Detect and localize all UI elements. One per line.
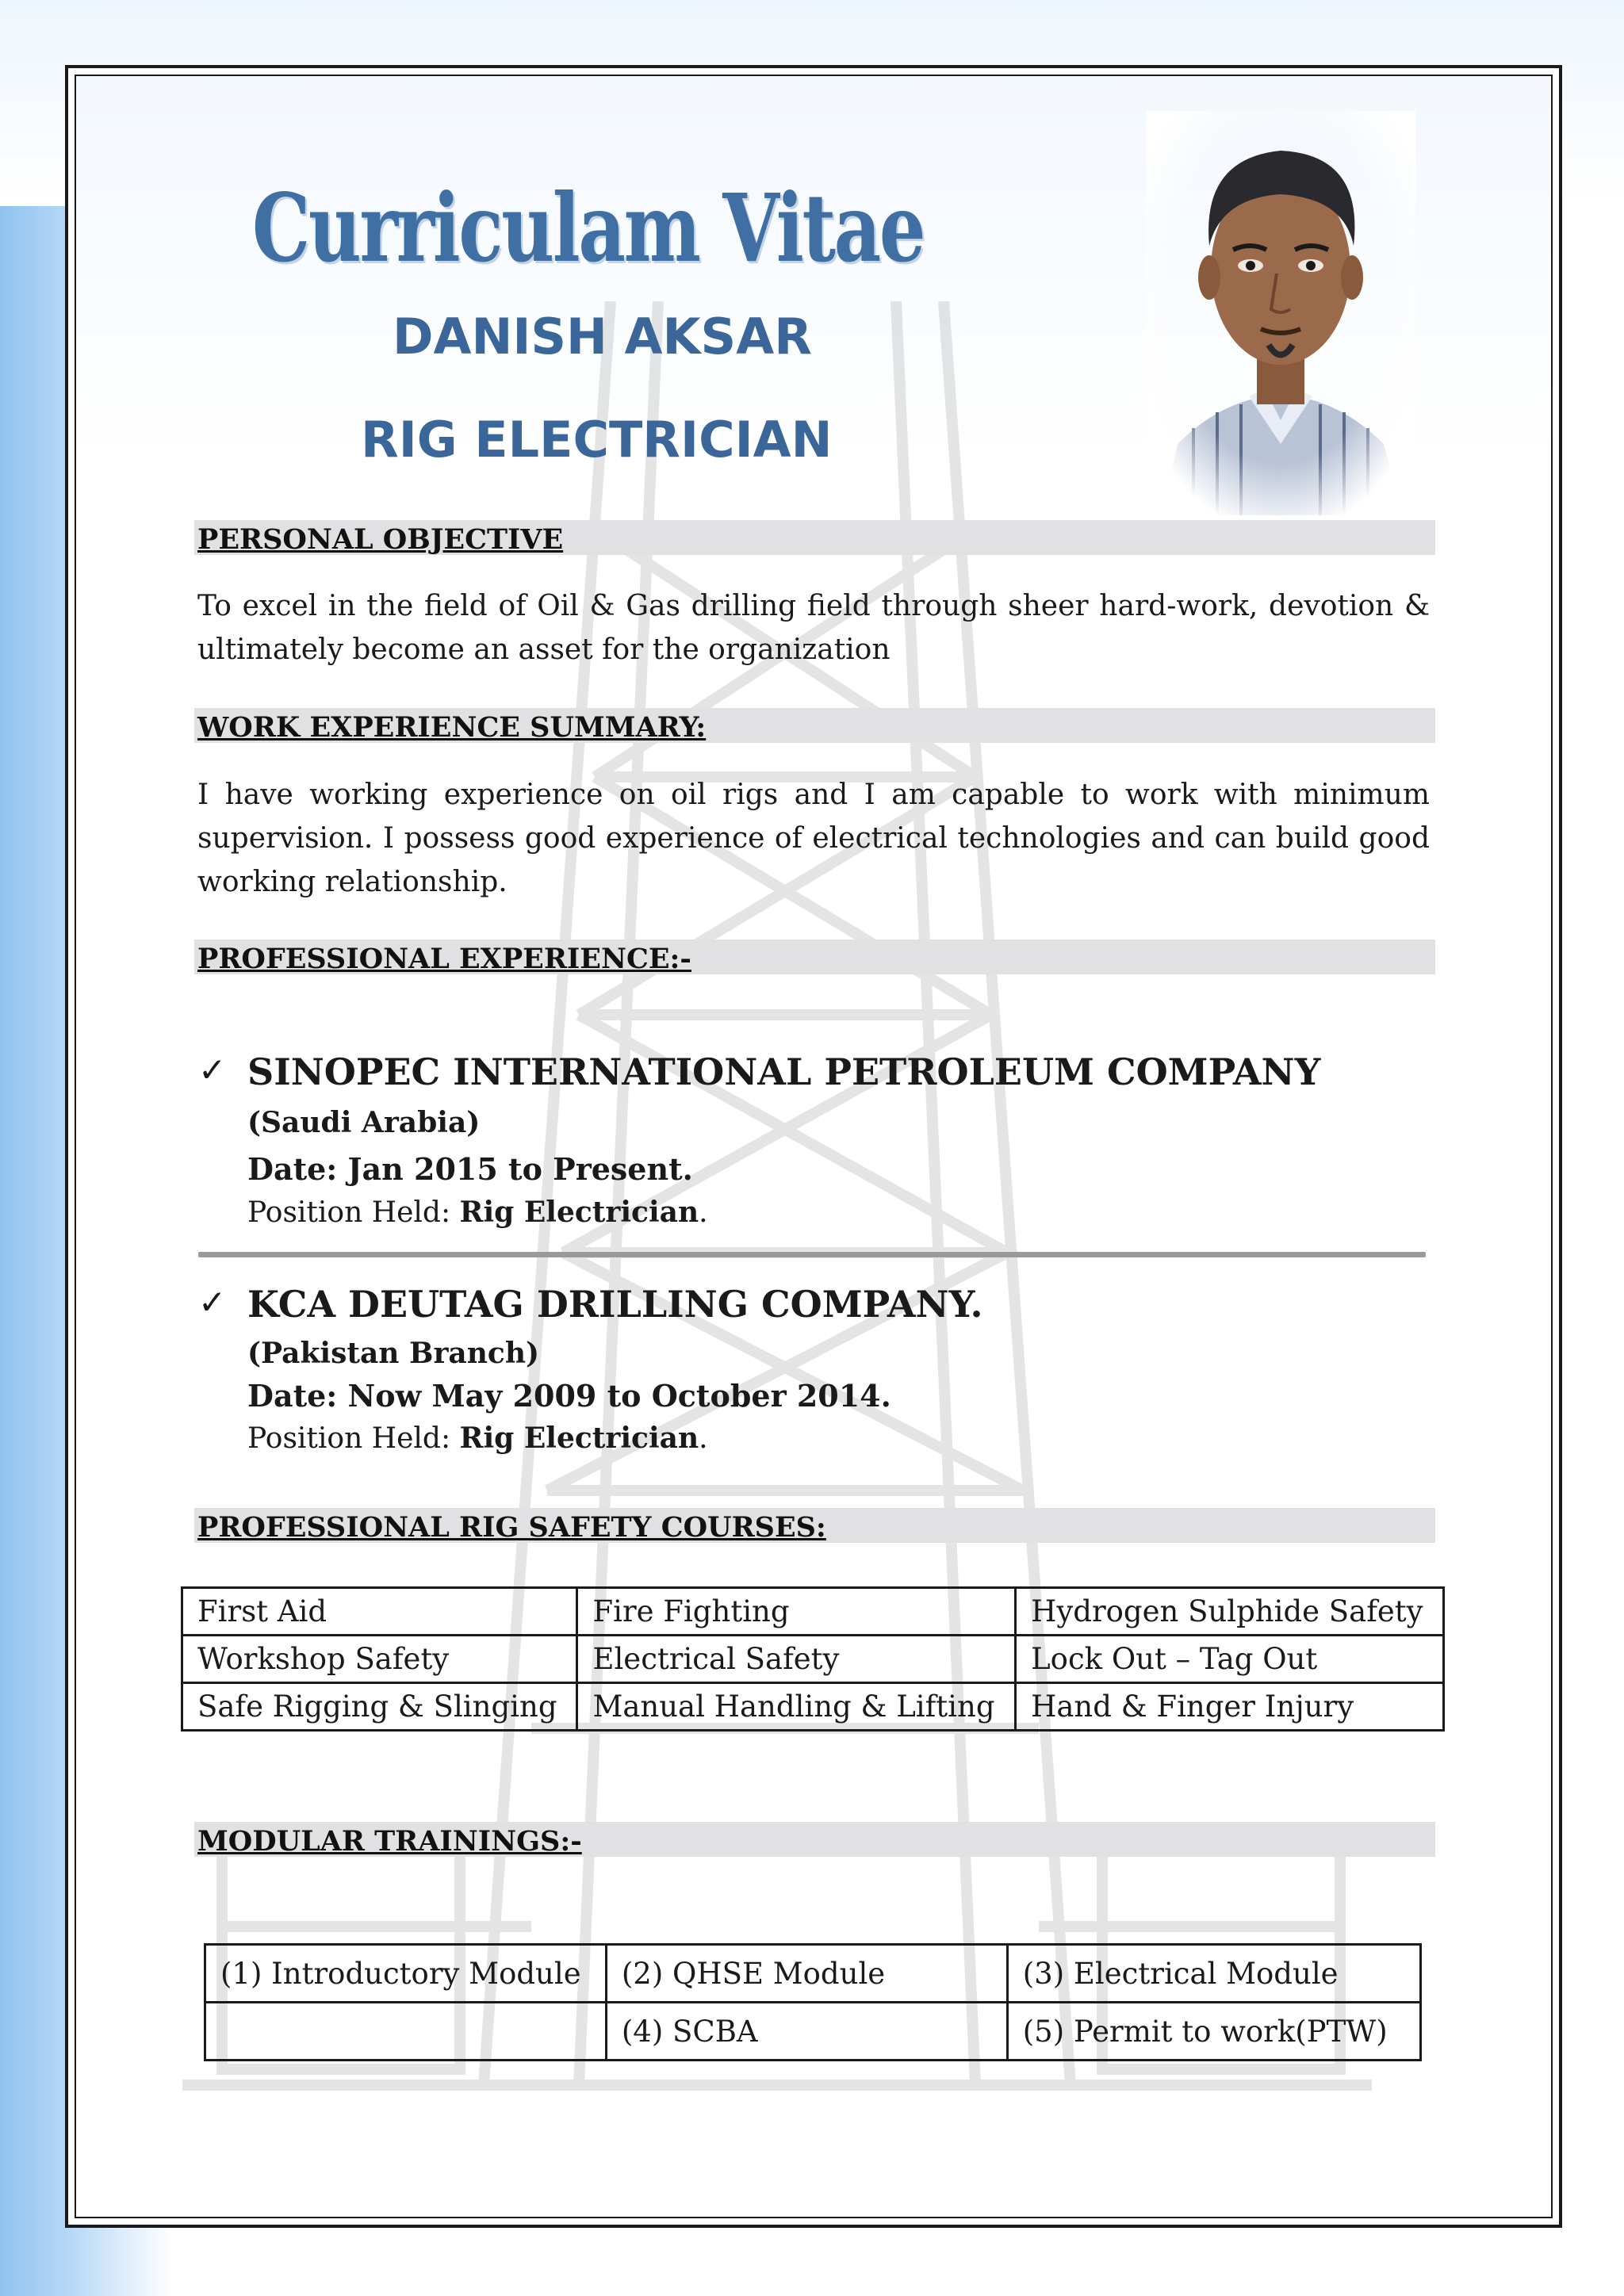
section-safety-courses [194,1508,1435,1543]
table-cell: (3) Electrical Module [1007,1945,1420,2003]
check-icon: ✓ [198,1283,227,1322]
table-row [182,1636,1444,1683]
table-cell: First Aid [182,1588,577,1636]
position-title: Rig Electrician [459,1422,699,1455]
objective-text: To excel in the field of Oil & Gas drilling field through sheer hard-work, devotion & ultimately become an asset for the organization [197,590,1430,666]
job-company: SINOPEC INTERNATIONAL PETROLEUM COMPANY [247,1050,1321,1093]
table-cell: (1) Introductory Module [205,1945,607,2003]
table-cell: Hydrogen Sulphide Safety [1016,1588,1444,1636]
document-title: Curriculam Vitae [252,173,925,283]
section-heading: PROFESSIONAL EXPERIENCE:- [197,943,691,975]
section-personal-objective [194,520,1435,555]
job-position [247,1422,708,1455]
table-cell: Manual Handling & Lifting [577,1683,1016,1731]
section-work-summary [194,708,1435,743]
section-heading: PROFESSIONAL RIG SAFETY COURSES: [197,1511,826,1544]
position-end: . [699,1196,708,1229]
modular-trainings-table [204,1943,1422,2061]
job-date: Date: Jan 2015 to Present. [247,1151,693,1187]
table-cell: (2) QHSE Module [606,1945,1007,2003]
table-cell: Lock Out – Tag Out [1016,1636,1444,1683]
table-cell: (4) SCBA [606,2003,1007,2061]
section-heading: WORK EXPERIENCE SUMMARY: [197,711,707,744]
position-end: . [699,1422,708,1455]
table-cell [205,2003,607,2061]
job-company: KCA DEUTAG DRILLING COMPANY. [247,1283,983,1326]
table-row [182,1588,1444,1636]
profile-photo [1146,111,1415,515]
table-cell: Electrical Safety [577,1636,1016,1683]
position-label: Position Held: [247,1196,460,1229]
table-cell: (5) Permit to work(PTW) [1007,2003,1420,2061]
position-label: Position Held: [247,1422,460,1455]
job-location: (Saudi Arabia) [247,1106,481,1139]
table-row [205,2003,1421,2061]
summary-text: I have working experience on oil rigs and I am capable to work with minimum supervision. I possess good experience of electrical technologies and can build good working relationship. [197,779,1430,898]
table-row [182,1683,1444,1731]
job-location: (Pakistan Branch) [247,1337,540,1370]
table-cell: Fire Fighting [577,1588,1016,1636]
candidate-name: DANISH AKSAR [393,308,812,365]
table-cell: Hand & Finger Injury [1016,1683,1444,1731]
job-date: Date: Now May 2009 to October 2014. [247,1378,891,1414]
section-professional-experience [194,939,1435,974]
job-position [247,1196,708,1229]
check-icon: ✓ [198,1050,227,1089]
candidate-role: RIG ELECTRICIAN [361,411,833,469]
table-cell: Workshop Safety [182,1636,577,1683]
safety-courses-table [181,1586,1445,1732]
table-cell: Safe Rigging & Slinging [182,1683,577,1731]
position-title: Rig Electrician [459,1196,699,1229]
section-heading: MODULAR TRAININGS:- [197,1825,582,1858]
job-divider [198,1252,1426,1257]
section-heading: PERSONAL OBJECTIVE [197,523,564,556]
table-row [205,1945,1421,2003]
section-modular-trainings [194,1822,1435,1857]
